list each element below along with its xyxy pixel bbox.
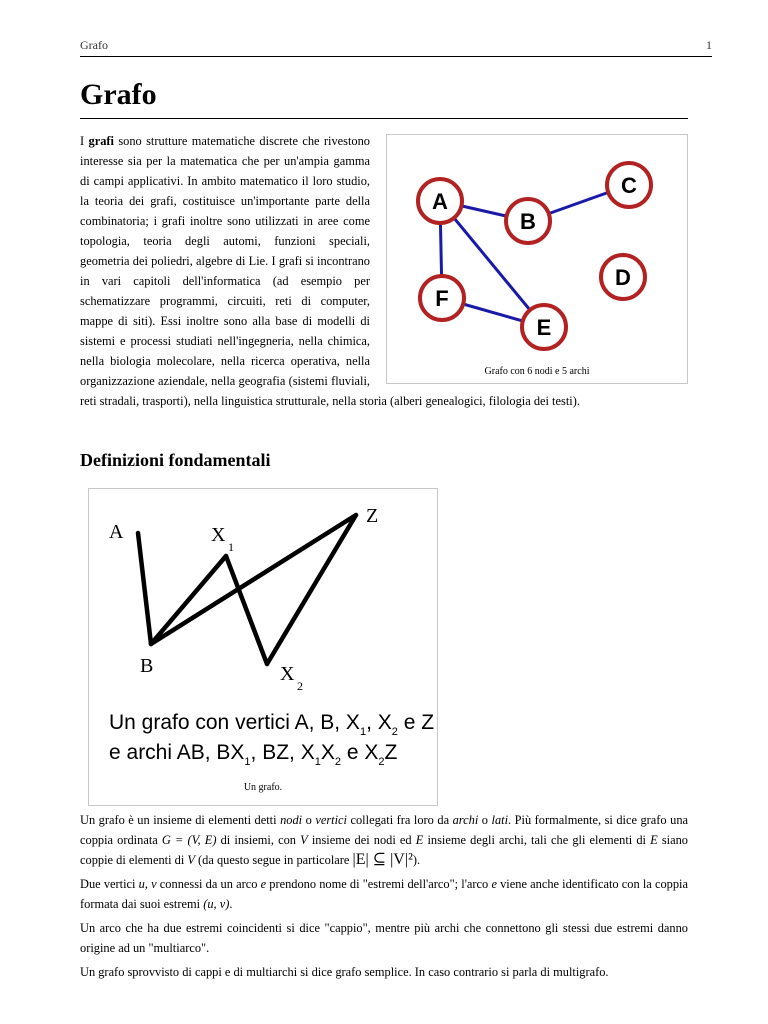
graph-figure-caption: Grafo con 6 nodi e 5 archi — [484, 366, 590, 377]
node-b — [506, 199, 550, 243]
figure-description-line2: e archi AB, $BX_1$, BZ, $X_1X_2$ e $X_2Z$ — [109, 741, 398, 768]
math-formula: |E| ⊆ |V|² — [352, 851, 413, 868]
vertex-label-a: A — [109, 521, 124, 543]
intro-paragraph — [80, 131, 688, 411]
section-heading: Definizioni fondamentali — [80, 450, 271, 470]
example-graph-figure — [88, 488, 438, 806]
title-divider — [80, 118, 688, 119]
definitions-body — [80, 810, 688, 986]
vertex-label-x: X — [211, 524, 226, 546]
node-label-e: E — [536, 315, 552, 340]
node-f — [420, 276, 464, 320]
page-number: 1 — [706, 38, 712, 52]
node-a — [418, 179, 462, 223]
header-divider — [80, 56, 712, 57]
running-head — [80, 38, 712, 56]
node-c — [607, 163, 651, 207]
vertex-label-x2: X — [280, 663, 295, 685]
paragraph-endpoints: Due vertici u, v connessi da un arco e prendono nome di "estremi dell'arco"; l'arco e viene anche identificato con la coppia formata dai suoi estremi (u, v). — [80, 877, 688, 911]
edge-b-x1 — [151, 556, 226, 644]
node-e — [522, 305, 566, 349]
running-head-title: Grafo — [80, 38, 108, 52]
node-d — [601, 255, 645, 299]
paragraph-loops: Un arco che ha due estremi coincidenti si dice "cappio", mentre più archi che connettono gli stessi due estremi danno origine ad un "multiarco". — [80, 921, 688, 955]
edge-x2-z — [267, 515, 356, 664]
vertex-label-z: Z — [366, 505, 379, 527]
paragraph-definition: Un grafo è un insieme di elementi detti nodi o vertici collegati fra loro da archi o lati. Più formalmente, si dice grafo una coppia ordinata G = (V, E) di insiemi, con V insieme dei nodi ed E insieme degli archi, tali che gli elementi di E siano coppie di elementi di V (da questo segue in particolare |E| ⊆ |V|²). — [80, 813, 689, 868]
graph-figure — [386, 134, 688, 384]
graph-diagram — [387, 135, 687, 383]
node-label-d: D — [615, 265, 631, 290]
page-title: Grafo — [80, 78, 157, 111]
edge-a-b — [138, 533, 151, 644]
intro-bold-term: grafi — [88, 134, 114, 148]
node-label-f: F — [435, 286, 449, 311]
edge-x1-x2 — [226, 556, 267, 664]
figure-description-line1: Un grafo con vertici A, B, $X_1$, $X_2$ e Z — [109, 711, 435, 738]
node-label-a: A — [432, 189, 448, 214]
intro-text: sono strutture matematiche discrete che rivestono interesse sia per la matematica che per un'ampia gamma di campi applicativi. In ambito matematico il loro studio, la teoria dei grafi, costituisce un'importante parte della combinatoria; i grafi inoltre sono utilizzati in aree come topologia, teoria degli automi, funzioni speciali, geometria dei poliedri, algebre di Lie. I grafi si incontrano in vari capitoli dell'informatica (ad esempio per schematizzare programmi, circuiti, reti di computer, mappe di siti). Essi inoltre sono alla base di modelli di sistemi e processi studiati nell'ingegneria, nella chimica, nella biologia molecolare, nella ricerca operativa, nella organizzazione aziendale, nella geografia (sistemi fluviali, reti stradali, trasporti), nella linguistica strutturale, nella storia (alberi genealogici, filologia dei testi). — [80, 134, 580, 408]
node-label-c: C — [621, 173, 637, 198]
vertex-label-b: B — [140, 655, 154, 677]
intro-lead: I — [80, 134, 89, 148]
example-graph-diagram — [89, 489, 437, 805]
node-label-b: B — [520, 209, 536, 234]
example-graph-caption: Un grafo. — [243, 782, 283, 793]
graph-nodes — [418, 163, 651, 349]
vertex-label-x2-sub2: 2 — [297, 679, 303, 693]
example-graph-edges — [138, 515, 356, 664]
paragraph-simple-graph: Un grafo sprovvisto di cappi e di multiarchi si dice grafo semplice. In caso contrario si parla di multigrafo. — [80, 965, 609, 979]
vertex-label-x-sub1: 1 — [228, 540, 234, 554]
